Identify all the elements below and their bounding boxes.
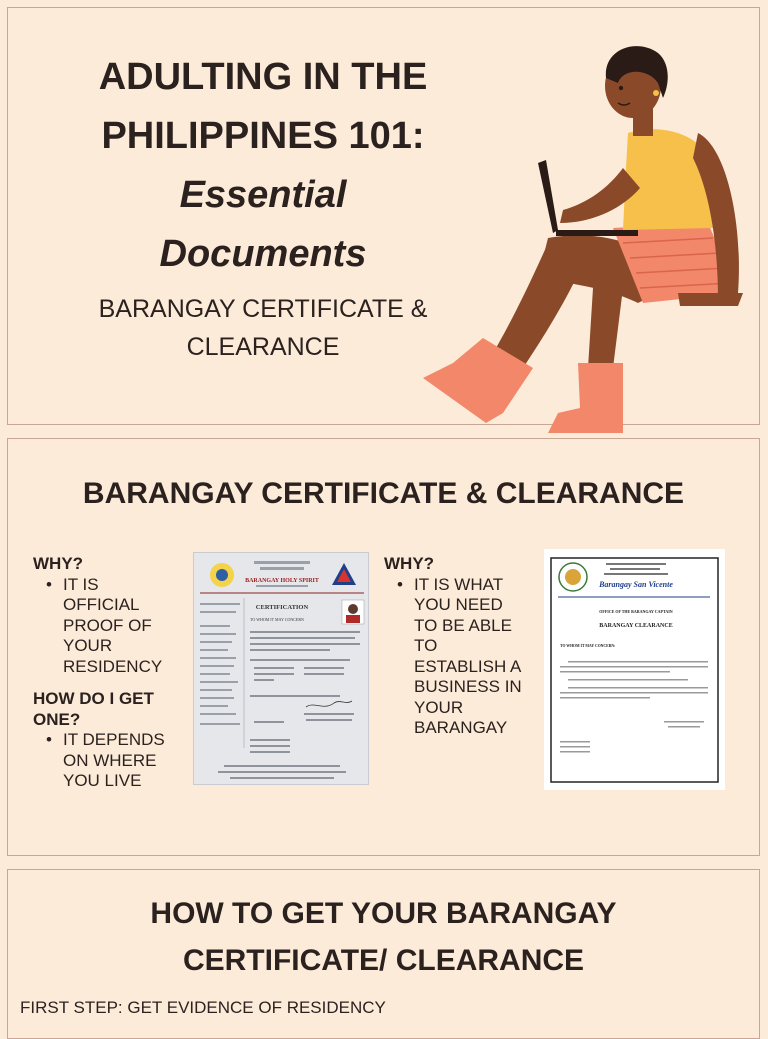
how-bullet [33,730,198,792]
how-to-panel [7,869,760,1039]
how-to-title-line-1: HOW TO GET YOUR BARANGAY [150,897,617,930]
how-to-title-line-2: CERTIFICATE/ CLEARANCE [182,944,585,977]
title-line-2: PHILIPPINES 101: [101,115,425,157]
subtitle-line-1: BARANGAY CERTIFICATE & [98,295,428,323]
how-heading-line: ONE? [33,709,81,729]
why-line: ESTABLISH A [414,656,522,676]
clearance-salutation: TO WHOM IT MAY CONCERN: [560,644,616,648]
clearance-info [384,554,534,739]
why-line: TO [414,636,438,655]
why-line: RESIDENCY [63,656,163,676]
why-list [384,575,534,739]
title-line-1: ADULTING IN THE [98,56,428,98]
why-line: YOUR [63,636,113,655]
certificate-clearance-panel [7,438,760,856]
clearance-office: OFFICE OF THE BARANGAY CAPTAIN [599,609,673,614]
hero-panel [7,7,760,425]
first-step-text: FIRST STEP: GET EVIDENCE OF RESIDENCY [20,998,386,1017]
how-heading [33,689,198,730]
section-title: BARANGAY CERTIFICATE & CLEARANCE [82,477,685,510]
why-line: TO BE ABLE [414,615,512,635]
barangay-certificate-image [193,552,369,785]
barangay-clearance-image [544,549,725,790]
why-line: • IT IS [63,574,99,594]
clearance-brand: Barangay San Vicente [599,580,673,589]
how-heading-line: HOW DO I GET [33,689,154,708]
clearance-heading: BARANGAY CLEARANCE [599,623,673,629]
certificate-salutation: TO WHOM IT MAY CONCERN [250,617,304,622]
why-line: PROOF OF [63,615,152,635]
why-line: YOUR [414,697,464,717]
why-list [33,575,198,678]
why-line: OFFICIAL [63,595,140,614]
woman-with-laptop-illustration [408,38,748,433]
title-line-3: Essential [179,174,347,216]
how-list [33,730,198,792]
why-line: • IT IS WHAT [414,574,504,594]
why-bullet [384,575,534,739]
how-line: ON WHERE [63,750,157,770]
how-line: • IT DEPENDS [63,730,165,749]
why-line: YOU NEED [414,595,503,614]
certificate-header: BARANGAY HOLY SPIRIT [245,578,319,584]
why-line: BARANGAY [414,718,508,737]
why-bullet [33,575,198,678]
clearance-document-drawing [544,549,725,790]
certificate-document-drawing [194,553,369,785]
subtitle-line-2: CLEARANCE [186,333,340,361]
how-line: YOU LIVE [63,771,142,790]
why-heading: WHY? [384,554,435,573]
certificate-info [33,554,198,792]
title-line-4: Documents [159,233,367,275]
why-heading: WHY? [33,554,84,573]
how-to-title [8,890,759,984]
why-line: BUSINESS IN [414,677,522,696]
certificate-heading: CERTIFICATION [255,604,309,611]
